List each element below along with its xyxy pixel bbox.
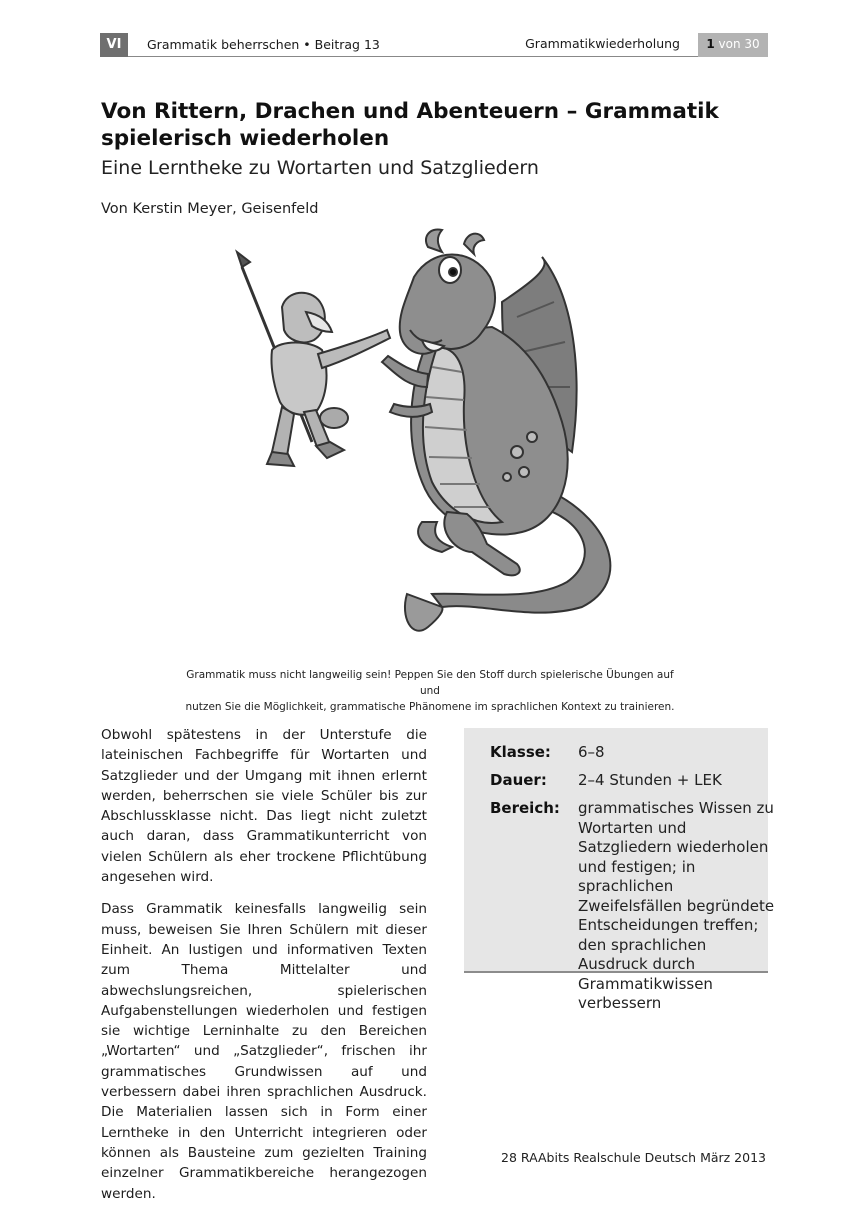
series-title: Grammatik beherrschen • Beitrag 13 xyxy=(147,37,380,52)
page-indicator xyxy=(698,33,768,57)
intro-text xyxy=(101,725,427,1216)
dragon-head xyxy=(400,229,495,353)
intro-paragraph-2: Dass Grammatik keinesfalls langweilig sein muss, beweisen Sie Ihren Schülern mit dieser Einheit. An lustigen und informativen Texten zum Thema Mittelalter und abwechslungsreichen, spielerischen Aufgabenstellungen wiederholen und festigen sie wichtige Lerninhalte zu den Bereichen „Wortarten“ und „Satzglieder“, frischen ihr grammatisches Grundwissen auf und verbessern dabei ihren sprachlichen Ausdruck. Die Materialien lassen sich in Form einer Lerntheke in den Unterricht integrieren oder können als Bausteine zum gezielten Training einzelner Grammatikbereiche herangezogen werden. xyxy=(101,901,427,1202)
topic-label: Grammatikwiederholung xyxy=(525,36,680,51)
page-total: von 30 xyxy=(718,37,760,51)
intro-paragraph-1: Obwohl spätestens in der Unterstufe die lateinischen Fachbegriffe für Wortarten und Satzglieder und der Umgang mit ihnen erlernt werden, beherrschen sie viele Schüler bis zur Abschlussklasse nicht. Das liegt nicht zuletzt auch daran, dass Grammatikunterricht von vielen Schülern als eher trockene Pflichtübung angesehen wird. xyxy=(101,727,427,886)
bereich-label: Bereich: xyxy=(490,799,560,817)
image-caption xyxy=(180,667,680,715)
page-number: 1 xyxy=(706,37,715,51)
knight-figure xyxy=(237,252,390,466)
dauer-value: 2–4 Stunden + LEK xyxy=(578,771,722,789)
klasse-label: Klasse: xyxy=(490,743,551,761)
klasse-value: 6–8 xyxy=(578,743,605,761)
article-title: Von Rittern, Drachen und Abenteuern – Grammatik spielerisch wiederholen xyxy=(101,99,719,151)
dauer-label: Dauer: xyxy=(490,771,547,789)
bereich-value: grammatisches Wissen zu Wortarten und Satzgliedern wiederholen und festigen; in sprachlichen Zweifelsfällen begründete Entscheidungen treffen; den sprachlichen Ausdruck durch Grammatikwissen verbessern xyxy=(578,799,775,1012)
info-box xyxy=(464,728,775,1012)
header-rule xyxy=(128,56,698,57)
page-header xyxy=(100,33,768,57)
author-line: Von Kerstin Meyer, Geisenfeld xyxy=(101,201,319,217)
article-subtitle: Eine Lerntheke zu Wortarten und Satzgliedern xyxy=(101,157,539,179)
caption-line-2: nutzen Sie die Möglichkeit, grammatische Phänomene im sprachlichen Kontext zu trainieren. xyxy=(185,701,675,713)
page-footer: 28 RAAbits Realschule Deutsch März 2013 xyxy=(501,1150,766,1165)
caption-line-1: Grammatik muss nicht langweilig sein! Peppen Sie den Stoff durch spielerische Übungen auf und xyxy=(186,669,674,697)
knight-dragon-illustration xyxy=(232,222,652,652)
chapter-badge: VI xyxy=(100,33,128,57)
